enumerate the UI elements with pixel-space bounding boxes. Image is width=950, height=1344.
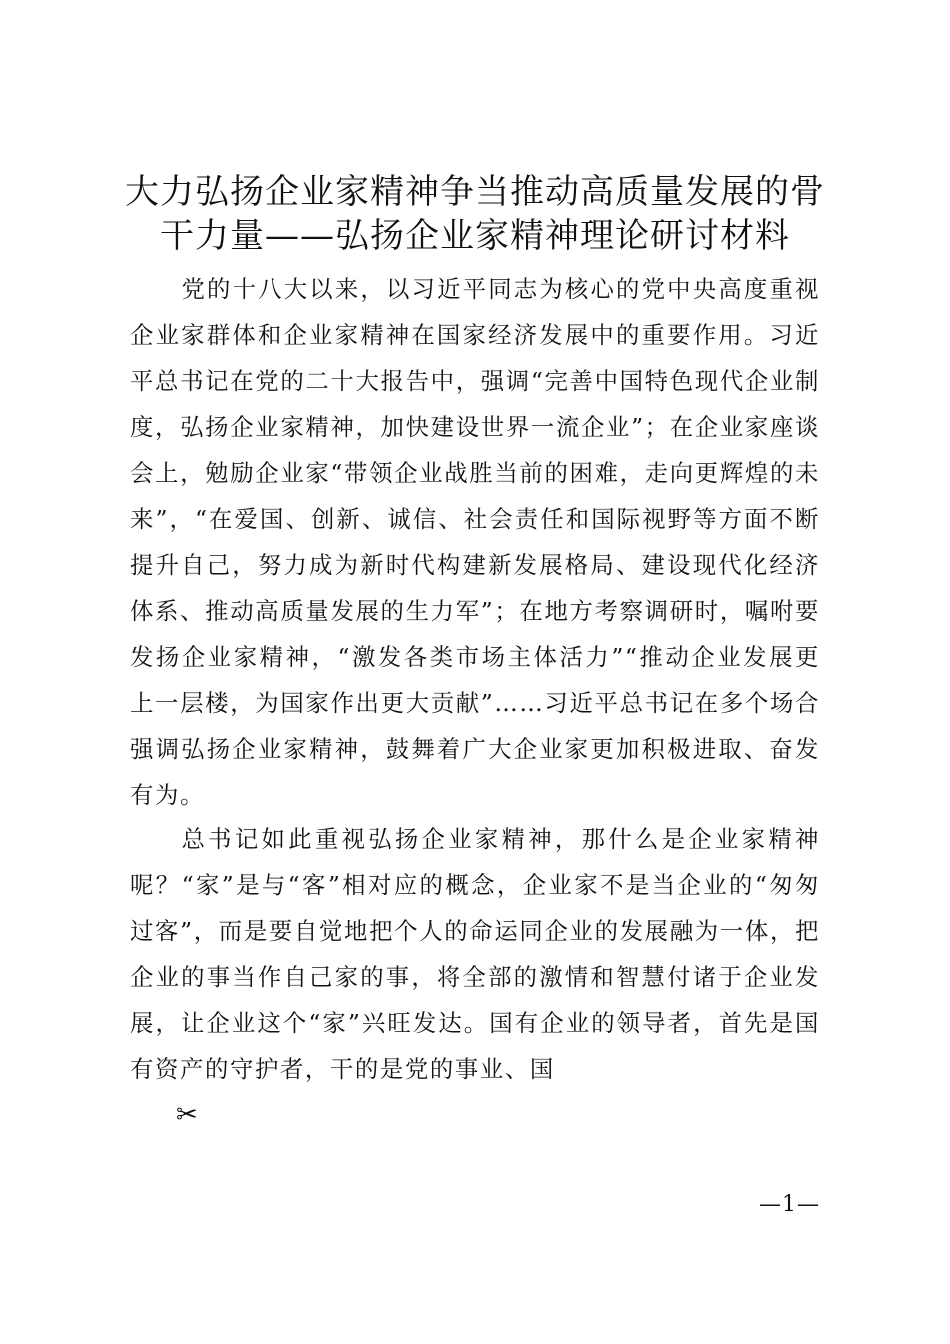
document-title <box>90 170 860 258</box>
body-paragraph-1: 党的十八大以来，以习近平同志为核心的党中央高度重视企业家群体和企业家精神在国家经济发展中的重要作用。习近平总书记在党的二十大报告中，强调“完善中国特色现代企业制度，弘扬企业家精神，加快建设世界一流企业”；在企业家座谈会上，勉励企业家“带领企业战胜当前的困难，走向更辉煌的未来”，“在爱国、创新、诚信、社会责任和国际视野等方面不断提升自己，努力成为新时代构建新发展格局、建设现代化经济体系、推动高质量发展的生力军”；在地方考察调研时，嘱咐要发扬企业家精神，“激发各类市场主体活力”“推动企业发展更上一层楼，为国家作出更大贡献”……习近平总书记在多个场合强调弘扬企业家精神，鼓舞着广大企业家更加积极进取、奋发有为。 <box>130 275 820 809</box>
document-title-line-1: 大力弘扬企业家精神争当推动高质量发展的骨 <box>125 172 825 212</box>
document-title-line-2: 干力量——弘扬企业家精神理论研讨材料 <box>160 216 790 256</box>
body-paragraph-2: 总书记如此重视弘扬企业家精神，那什么是企业家精神呢？“家”是与“客”相对应的概念，企业家不是当企业的“匆匆过客”，而是要自觉地把个人的命运同企业的发展融为一体，把企业的事当作自己家的事，将全部的激情和智慧付诸于企业发展，让企业这个“家”兴旺发达。国有企业的领导者，首先是国有资产的守护者，干的是党的事业、国 <box>130 825 820 1083</box>
page-number: —1— <box>759 1192 820 1217</box>
scissors-icon: ✂ <box>176 1100 198 1130</box>
